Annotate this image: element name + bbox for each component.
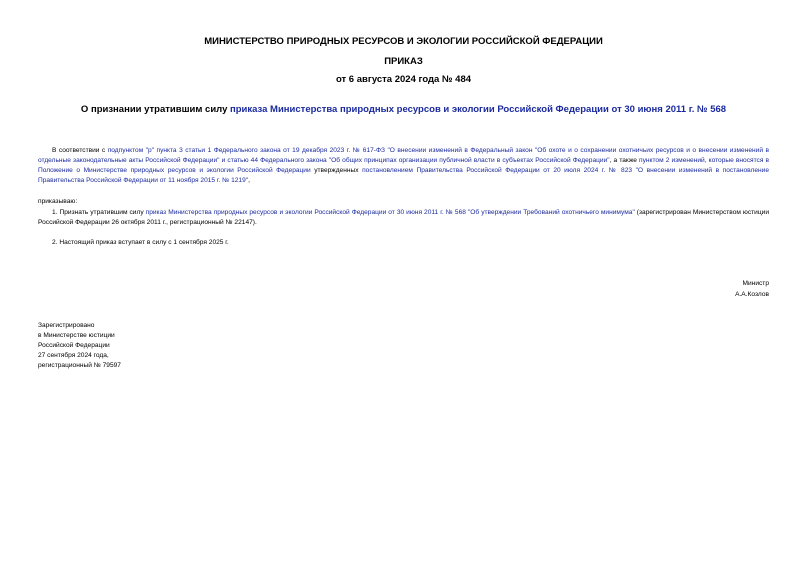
title-link[interactable]: приказа Министерства природных ресурсов и экологии Российской Федерации от 30 июня 2011 г. № 568 [230, 104, 727, 115]
document-type: ПРИКАЗ [384, 56, 423, 67]
order-word: приказываю: [38, 198, 78, 205]
signature-position: Министр [742, 280, 769, 287]
registration-line: 27 сентября 2024 года, [38, 352, 109, 359]
document-title [0, 104, 807, 115]
preamble-link-law[interactable]: подпунктом "р" пункта 3 статьи 1 Федерального закона от 19 декабря 2023 г. № 617-ФЗ "О внесении изменений в Федеральный закон "Об охоте и о сохранении охотничьих ресурсов и о внесении изменений в отдельные законодательные акты Российской Федерации" и статью 44 Федерального закона "Об общих принципах организации публичной власти в субъектах Российской Федерации" [38, 147, 769, 164]
clause-2: 2. Настоящий приказ вступает в силу с 1 сентября 2025 г. [52, 239, 229, 246]
clause-1-text-2: (зарегистрирован Министерством юстиции Российской Федерации 26 октября 2011 г., регистрационный № 22147). [38, 209, 769, 226]
preamble-text-2: , а также [609, 157, 639, 164]
clause-1-link[interactable]: приказ Министерства природных ресурсов и экологии Российской Федерации от 30 июня 2011 г. № 568 "Об утверждении Требований охотничьего минимума" [145, 209, 635, 216]
signature-name: А.А.Козлов [735, 291, 769, 298]
registration-line: Зарегистрировано [38, 322, 95, 329]
preamble-text-4: , [248, 177, 250, 184]
preamble-paragraph [38, 146, 769, 186]
preamble-text-3: утвержденных [310, 167, 363, 174]
registration-block [38, 321, 121, 371]
registration-line: в Министерстве юстиции [38, 332, 115, 339]
preamble-link-regulation[interactable]: пунктом 2 изменений, которые вносятся в Положение о Министерстве природных ресурсов и экологии Российской Федерации [38, 157, 769, 174]
preamble-link-resolution[interactable]: постановлением Правительства Российской Федерации от 20 июля 2024 г. № 823 "О внесении изменений в постановление Правительства Российской Федерации от 11 ноября 2015 г. № 1219" [38, 167, 769, 184]
preamble-text-1: В соответствии с [52, 147, 108, 154]
document-date-number: от 6 августа 2024 года № 484 [335, 74, 472, 85]
clause-1-text-1: 1. Признать утратившим силу [52, 209, 146, 216]
registration-line: Российской Федерации [38, 342, 110, 349]
ministry-name: МИНИСТЕРСТВО ПРИРОДНЫХ РЕСУРСОВ И ЭКОЛОГИИ РОССИЙСКОЙ ФЕДЕРАЦИИ [204, 36, 603, 47]
clause-1 [38, 208, 769, 228]
title-prefix: О признании утратившим силу [80, 104, 230, 115]
registration-line: регистрационный № 79597 [38, 362, 121, 369]
